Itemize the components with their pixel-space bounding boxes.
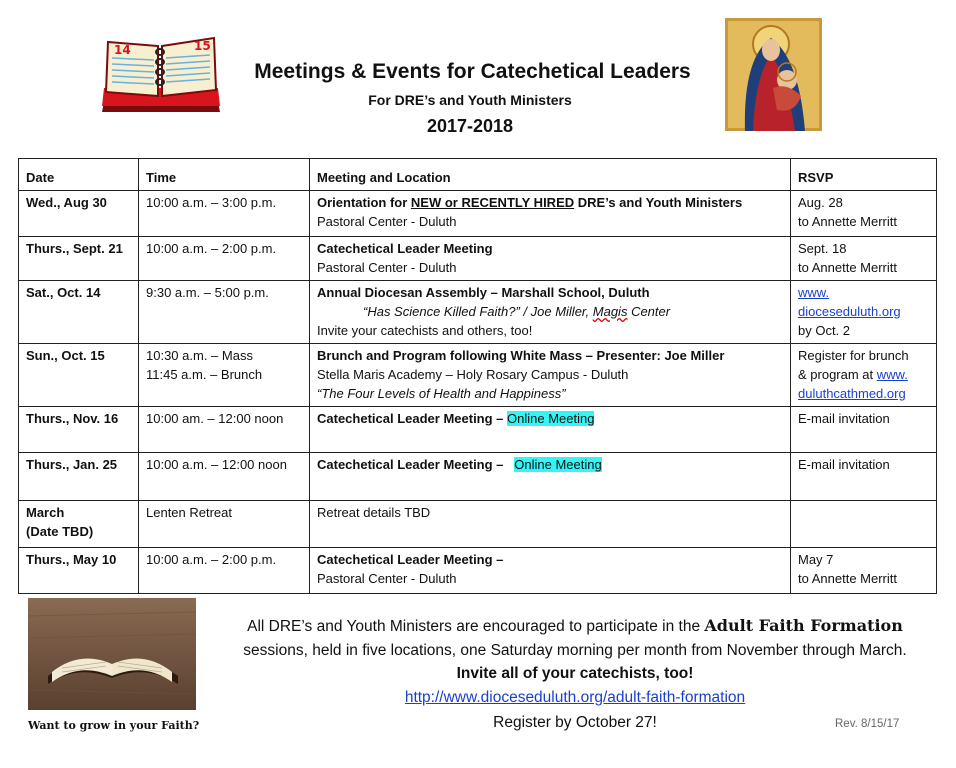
cell-rsvp — [791, 344, 937, 407]
date-tbd: (Date TBD) — [26, 524, 94, 539]
column-header-time: Time — [139, 159, 310, 191]
table-row — [19, 548, 937, 594]
cell-time: 10:00 a.m. – 3:00 p.m. — [139, 191, 310, 237]
cell-date: Thurs., Sept. 21 — [19, 237, 139, 281]
cell-meeting — [310, 407, 791, 453]
cell-rsvp — [791, 191, 937, 237]
cell-rsvp — [791, 237, 937, 281]
table-row — [19, 281, 937, 344]
cell-time: 9:30 a.m. – 5:00 p.m. — [139, 281, 310, 344]
page-title: Meetings & Events for Catechetical Leaders — [254, 60, 691, 83]
column-header-rsvp: RSVP — [791, 159, 937, 191]
cell-time: Lenten Retreat — [139, 501, 310, 548]
cell-time: 10:00 am. – 12:00 noon — [139, 407, 310, 453]
meeting-location: Pastoral Center - Duluth — [317, 260, 457, 275]
cell-rsvp — [791, 501, 937, 548]
meeting-location: Pastoral Center - Duluth — [317, 571, 457, 586]
page-year: 2017-2018 — [426, 116, 514, 136]
time-brunch: 11:45 a.m. – Brunch — [146, 367, 263, 382]
calendar-right-page-number: 15 — [194, 39, 211, 53]
meeting-title: Catechetical Leader Meeting – — [317, 552, 504, 567]
table-row — [19, 501, 937, 548]
footer-line2: sessions, held in five locations, one Saturday morning per month from November through March. — [243, 641, 907, 659]
cell-meeting — [310, 237, 791, 281]
cell-meeting — [310, 453, 791, 501]
talk-text: “Has Science Killed Faith?” / Joe Miller, — [363, 304, 593, 319]
rsvp-link-diocese-domain[interactable]: dioceseduluth.org — [798, 304, 901, 319]
meeting-talk — [317, 302, 783, 321]
meeting-title: Brunch and Program following White Mass – Presenter: Joe Miller — [317, 348, 725, 363]
meeting-location: Stella Maris Academy – Holy Rosary Campus - Duluth — [317, 367, 629, 382]
meeting-title: Catechetical Leader Meeting – — [317, 411, 508, 426]
calendar-left-page-number: 14 — [114, 43, 131, 57]
rsvp-contact: to Annette Merritt — [798, 214, 897, 229]
cell-meeting: Retreat details TBD — [310, 501, 791, 548]
cell-date: Thurs., Jan. 25 — [19, 453, 139, 501]
meeting-title: Catechetical Leader Meeting – — [317, 457, 508, 472]
meeting-title-part: Orientation for — [317, 195, 411, 210]
rsvp-deadline: May 7 — [798, 552, 834, 567]
rsvp-contact: to Annette Merritt — [798, 260, 897, 275]
rsvp-instruction: & program at — [798, 367, 877, 382]
cell-date: Thurs., May 10 — [19, 548, 139, 594]
events-table — [18, 158, 937, 594]
cell-time: 10:00 a.m. – 2:00 p.m. — [139, 548, 310, 594]
cell-meeting — [310, 344, 791, 407]
open-bible-icon — [28, 598, 196, 710]
column-header-date: Date — [19, 159, 139, 191]
cell-date: Wed., Aug 30 — [19, 191, 139, 237]
talk-text: Center — [627, 304, 671, 319]
cell-date — [19, 501, 139, 548]
cell-rsvp — [791, 281, 937, 344]
table-header-row — [19, 159, 937, 191]
online-meeting-highlight: Online Meeting — [514, 457, 602, 472]
table-row — [19, 191, 937, 237]
online-meeting-highlight: Online Meeting — [507, 411, 595, 426]
rsvp-deadline: Sept. 18 — [798, 241, 847, 256]
time-mass: 10:30 a.m. – Mass — [146, 348, 253, 363]
cell-time: 10:00 a.m. – 12:00 noon — [139, 453, 310, 501]
rsvp-deadline: Aug. 28 — [798, 195, 843, 210]
footer-line1: All DRE’s and Youth Ministers are encouraged to participate in the — [247, 618, 705, 635]
register-deadline: Register by October 27! — [493, 714, 657, 731]
cell-date: Sat., Oct. 14 — [19, 281, 139, 344]
cell-date: Sun., Oct. 15 — [19, 344, 139, 407]
talk-text-squiggle: Magis — [592, 304, 628, 319]
cell-time: 10:00 a.m. – 2:00 p.m. — [139, 237, 310, 281]
date-month: March — [26, 505, 65, 520]
meeting-title-underlined: NEW or RECENTLY HIRED — [410, 195, 575, 210]
table-row — [19, 453, 937, 501]
meeting-note: Invite your catechists and others, too! — [317, 323, 533, 338]
bible-caption: Want to grow in your Faith? — [28, 719, 200, 732]
meeting-title-part: DRE’s and Youth Ministers — [574, 195, 743, 210]
cell-rsvp: E-mail invitation — [791, 407, 937, 453]
rsvp-instruction: Register for brunch — [798, 348, 909, 363]
cell-date: Thurs., Nov. 16 — [19, 407, 139, 453]
adult-faith-formation-link[interactable]: http://www.dioceseduluth.org/adult-faith-formation — [404, 688, 746, 706]
page-subtitle: For DRE’s and Youth Ministers — [368, 92, 572, 108]
cell-time — [139, 344, 310, 407]
rsvp-contact: to Annette Merritt — [798, 571, 897, 586]
table-row — [19, 237, 937, 281]
footer-message — [205, 614, 945, 709]
meeting-talk: “The Four Levels of Health and Happiness” — [317, 386, 566, 401]
column-header-meeting: Meeting and Location — [310, 159, 791, 191]
rsvp-link-diocese[interactable]: www. — [798, 285, 830, 300]
adult-faith-formation-label: Adult Faith Formation — [704, 616, 903, 635]
cell-meeting — [310, 548, 791, 594]
meeting-location: Pastoral Center - Duluth — [317, 214, 457, 229]
footer-invite: Invite all of your catechists, too! — [456, 665, 694, 682]
rsvp-link-cathmed-domain[interactable]: duluthcathmed.org — [798, 386, 906, 401]
meeting-title: Annual Diocesan Assembly – Marshall School, Duluth — [317, 285, 650, 300]
cell-meeting — [310, 281, 791, 344]
table-row — [19, 407, 937, 453]
table-row — [19, 344, 937, 407]
meeting-title: Catechetical Leader Meeting — [317, 241, 493, 256]
cell-meeting — [310, 191, 791, 237]
revision-date: Rev. 8/15/17 — [835, 718, 900, 730]
cell-rsvp — [791, 548, 937, 594]
cell-rsvp: E-mail invitation — [791, 453, 937, 501]
rsvp-deadline: by Oct. 2 — [798, 323, 851, 338]
rsvp-link-cathmed[interactable]: www. — [876, 367, 908, 382]
